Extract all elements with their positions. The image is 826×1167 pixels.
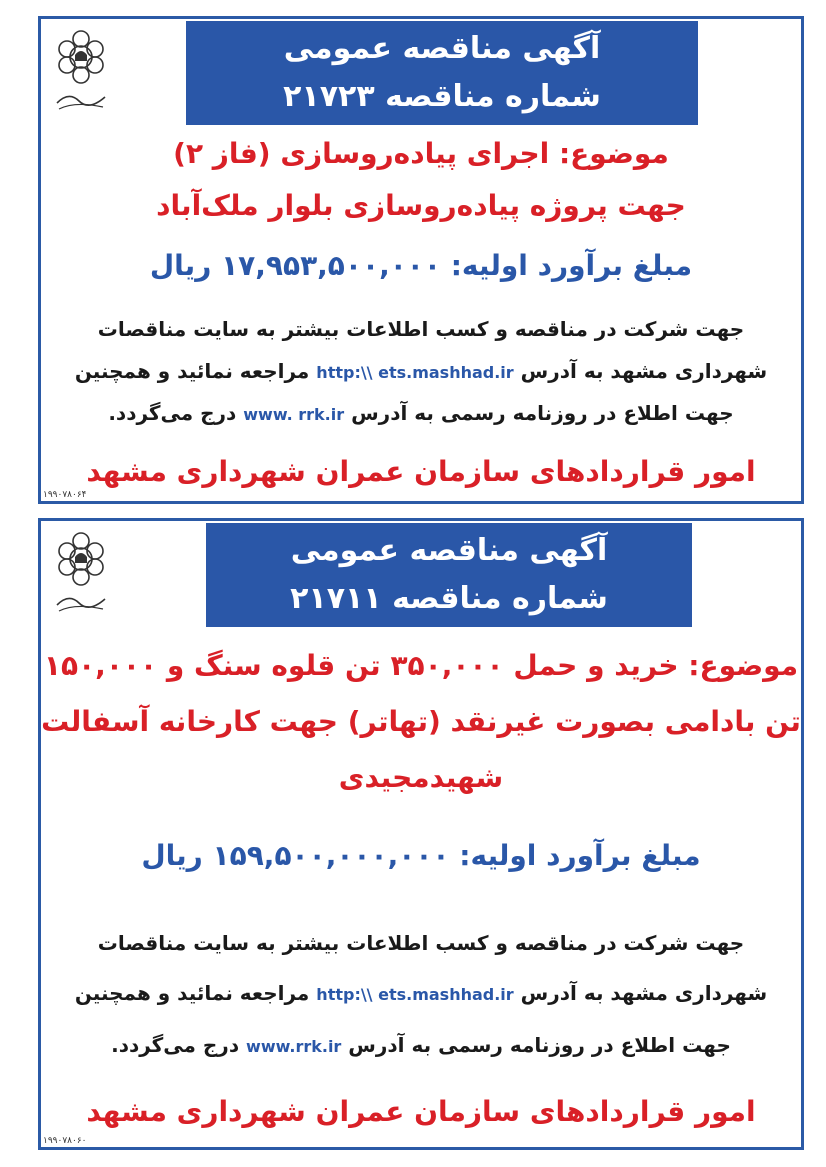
info-line-3-before: جهت اطلاع در روزنامه رسمی به آدرس <box>351 401 734 425</box>
estimate-amount: مبلغ برآورد اولیه: ۱۵۹,۵۰۰,۰۰۰,۰۰۰ ریال <box>141 839 701 872</box>
ets-website-link[interactable]: http:\\ ets.mashhad.ir <box>316 985 514 1004</box>
tender-number: شماره مناقصه ۲۱۷۲۳ <box>283 79 601 114</box>
info-line-1: جهت شرکت در مناقصه و کسب اطلاعات بیشتر به سایت مناقصات <box>97 317 745 341</box>
mashhad-municipality-logo-icon <box>49 529 113 617</box>
tender-notice-2 <box>38 518 804 1150</box>
subject-line-2: جهت پروژه پیاده‌روسازی بلوار ملک‌آباد <box>156 189 686 222</box>
subject-line-1: موضوع: اجرای پیاده‌روسازی (فاز ۲) <box>173 137 669 170</box>
ad-code: ۱۹۹۰۷۸۰۶۰ <box>43 1136 87 1146</box>
ad-code: ۱۹۹۰۷۸۰۶۴ <box>43 490 87 500</box>
info-line-2 <box>41 981 801 1005</box>
issuer-footer: امور قراردادهای سازمان عمران شهرداری مشهد <box>86 455 756 488</box>
issuer-footer: امور قراردادهای سازمان عمران شهرداری مشهد <box>86 1095 756 1128</box>
notice-title: آگهی مناقصه عمومی <box>290 533 608 568</box>
info-line-3-after: درج می‌گردد. <box>111 1033 240 1057</box>
estimate-amount: مبلغ برآورد اولیه: ۱۷,۹۵۳,۵۰۰,۰۰۰ ریال <box>149 249 693 282</box>
mashhad-municipality-logo-icon <box>49 27 113 115</box>
info-line-2 <box>41 359 801 383</box>
info-line-1: جهت شرکت در مناقصه و کسب اطلاعات بیشتر به سایت مناقصات <box>97 931 745 955</box>
info-line-2-before: شهرداری مشهد به آدرس <box>520 981 768 1005</box>
subject-line-3: شهیدمجیدی <box>338 761 504 794</box>
ets-website-link[interactable]: http:\\ ets.mashhad.ir <box>316 363 514 382</box>
rrk-website-link[interactable]: www.rrk.ir <box>246 1037 342 1056</box>
info-line-3-after: درج می‌گردد. <box>108 401 237 425</box>
info-line-3 <box>41 1033 801 1057</box>
tender-number: شماره مناقصه ۲۱۷۱۱ <box>290 581 608 616</box>
notice-header <box>206 523 692 627</box>
subject-line-2: تن بادامی بصورت غیرنقد (تهاتر) جهت کارخانه آسفالت <box>41 705 801 738</box>
info-line-2-after: مراجعه نمائید و همچنین <box>74 359 310 383</box>
info-line-2-before: شهرداری مشهد به آدرس <box>520 359 768 383</box>
info-line-3 <box>41 401 801 425</box>
rrk-website-link[interactable]: www. rrk.ir <box>243 405 345 424</box>
notice-header <box>186 21 698 125</box>
subject-line-1: موضوع: خرید و حمل ۳۵۰,۰۰۰ تن قلوه سنگ و ۱۵۰,۰۰۰ <box>43 649 799 682</box>
tender-notice-1 <box>38 16 804 504</box>
notice-title: آگهی مناقصه عمومی <box>283 31 601 66</box>
info-line-3-before: جهت اطلاع در روزنامه رسمی به آدرس <box>348 1033 731 1057</box>
info-line-2-after: مراجعه نمائید و همچنین <box>74 981 310 1005</box>
